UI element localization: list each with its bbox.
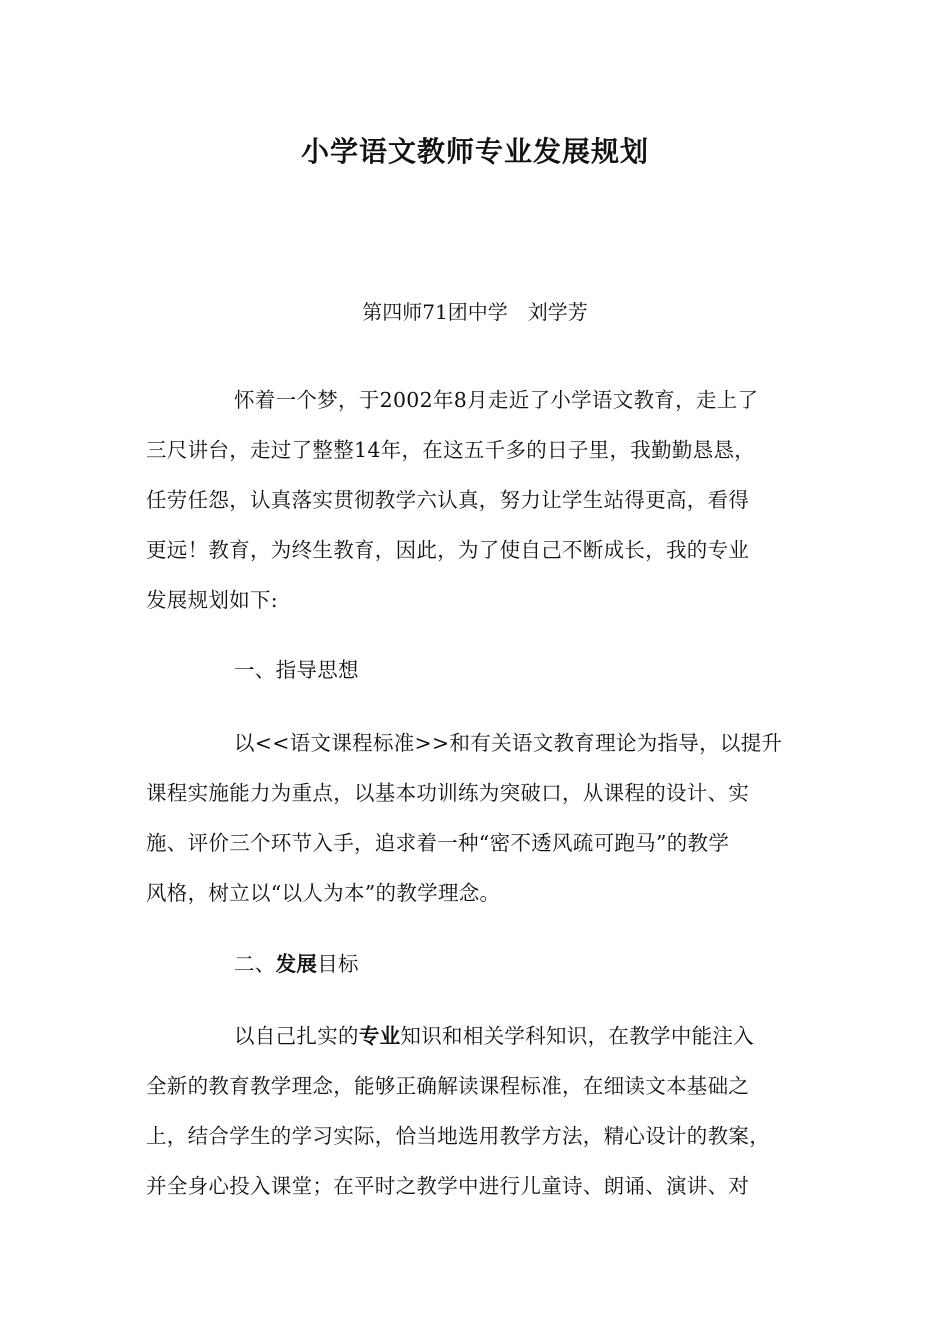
section2-line-1-suffix: 知识和相关学科知识，在教学中能注入: [400, 1024, 755, 1048]
section2-line-3: 上，结合学生的学习实际，恰当地选用教学方法，精心设计的教案，: [146, 1124, 770, 1148]
section1-heading: 一、指导思想: [234, 658, 359, 682]
author-line: 第四师71团中学 刘学芳: [362, 300, 588, 324]
section1-line-2: 课程实施能力为重点，以基本功训练为突破口，从课程的设计、实: [146, 781, 750, 805]
intro-line-1: 怀着一个梦，于2002年8月走近了小学语文教育，走上了: [234, 388, 759, 412]
section2-heading-suffix: 目标: [317, 952, 359, 976]
section1-line-3: 施、评价三个环节入手，追求着一种“密不透风疏可跑马”的教学: [146, 831, 730, 855]
intro-line-5: 发展规划如下:: [146, 588, 279, 612]
document-title: 小学语文教师专业发展规划: [300, 135, 649, 168]
intro-line-3: 任劳任怨，认真落实贯彻教学六认真，努力让学生站得更高，看得: [146, 488, 750, 512]
section2-heading: [234, 948, 359, 980]
section1-line-1: 以<<语文课程标准>>和有关语文教育理论为指导，以提升: [234, 731, 783, 755]
section1-line-4: 风格，树立以“以人为本”的教学理念。: [146, 881, 501, 905]
intro-line-4: 更远！教育，为终生教育，因此，为了使自己不断成长，我的专业: [146, 538, 750, 562]
section2-heading-bold: 发展: [275, 952, 318, 976]
section2-heading-prefix: 二、: [234, 952, 276, 976]
intro-line-2: 三尺讲台，走过了整整14年，在这五千多的日子里，我勤勤恳恳，: [146, 438, 756, 462]
section2-line-2: 全新的教育教学理念，能够正确解读课程标准，在细读文本基础之: [146, 1074, 750, 1098]
section2-line-1: [234, 1020, 754, 1052]
section2-line-1-bold: 专业: [358, 1024, 401, 1048]
section2-line-4: 并全身心投入课堂；在平时之教学中进行儿童诗、朗诵、演讲、对: [146, 1174, 750, 1198]
section2-line-1-prefix: 以自己扎实的: [234, 1024, 359, 1048]
